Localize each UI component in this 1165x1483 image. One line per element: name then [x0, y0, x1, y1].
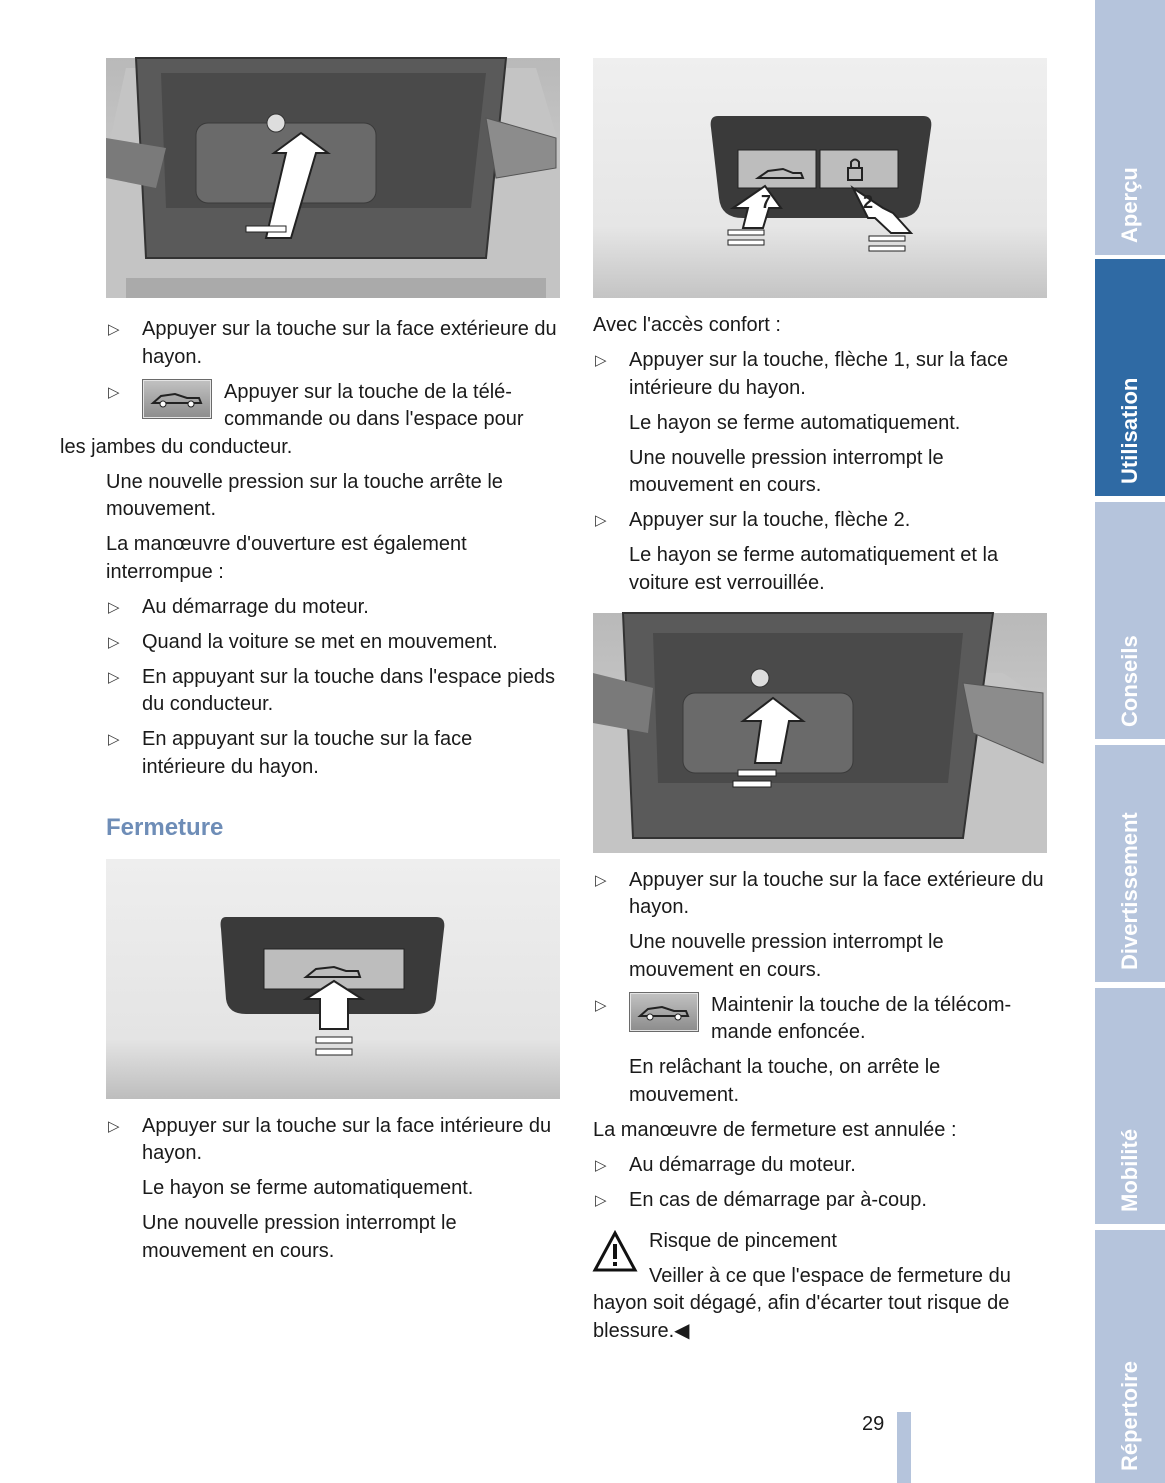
tab-repertoire[interactable]: Répertoire	[1095, 1230, 1165, 1483]
sub-paragraph: Une nouvelle pression interrompt le mouvement en cours.	[629, 446, 944, 496]
tailgate-exterior-figure	[106, 58, 560, 298]
trunk-key-icon	[629, 992, 699, 1032]
chapter-sidebar	[1095, 0, 1165, 1483]
tab-divertissement[interactable]: Divertissement	[1095, 745, 1165, 982]
tab-mobilite[interactable]: Mobilité	[1095, 988, 1165, 1224]
bullet-triangle-icon: ▷	[595, 352, 607, 369]
bullet-triangle-icon: ▷	[108, 731, 120, 748]
tab-conseils[interactable]: Conseils	[1095, 502, 1165, 739]
tailgate-exterior-figure-2	[593, 613, 1047, 853]
bullet-triangle-icon: ▷	[595, 1191, 607, 1209]
list-item: ▷ Appuyer sur la touche sur la face extérieure du hayon.	[108, 318, 557, 368]
bullet-triangle-icon: ▷	[595, 871, 607, 889]
inner-button-figure	[106, 859, 560, 1099]
bullet-triangle-icon: ▷	[108, 668, 120, 686]
bullet-triangle-icon: ▷	[108, 321, 120, 338]
left-column	[60, 58, 560, 1273]
list-item: ▷ En cas de démarrage par à-coup.	[593, 1187, 1047, 1215]
tab-utilisation[interactable]: Utilisation	[1095, 259, 1165, 496]
paragraph: La manœuvre d'ouverture est également interrompue :	[106, 533, 467, 583]
bullet-triangle-icon: ▷	[595, 996, 607, 1014]
list-item: ▷ Appuyer sur la touche de la télé- commande ou dans l'espace pour les jambes du conducteur.	[60, 380, 524, 458]
bullet-triangle-icon: ▷	[595, 512, 607, 529]
warning-text: Veiller à ce que l'espace de fermeture du hayon soit dégagé, afin d'écarter tout risque de blessure.◀	[593, 1264, 1011, 1342]
list-item: ▷ Appuyer sur la touche, flèche 2.	[593, 507, 1047, 535]
list-item: ▷ En appuyant sur la touche sur la face intérieure du hayon.	[108, 728, 473, 778]
figure-label: 2	[863, 192, 874, 212]
warning-box	[593, 1228, 1047, 1346]
paragraph: La manœuvre de fermeture est annulée :	[593, 1118, 957, 1141]
trunk-key-icon	[142, 379, 212, 419]
page-number-bar	[897, 1412, 911, 1483]
sub-paragraph: Une nouvelle pression interrompt le mouvement en cours.	[142, 1212, 457, 1262]
list-item: ▷ Au démarrage du moteur.	[593, 1152, 1047, 1180]
tab-apercu[interactable]: Aperçu	[1095, 0, 1165, 255]
paragraph: Avec l'accès confort :	[593, 314, 781, 336]
comfort-access-buttons-figure	[593, 58, 1047, 298]
bullet-triangle-icon: ▷	[108, 598, 120, 616]
sub-paragraph: En relâchant la touche, on arrête le mouvement.	[629, 1056, 941, 1106]
list-item: ▷ Appuyer sur la touche sur la face extérieure du hayon.	[595, 868, 1044, 918]
right-column	[593, 58, 1047, 1353]
sub-paragraph: Le hayon se ferme automatiquement.	[629, 411, 961, 434]
bullet-triangle-icon: ▷	[108, 1117, 120, 1135]
bullet-triangle-icon: ▷	[108, 383, 120, 401]
figure-label: 7	[761, 192, 772, 212]
sub-paragraph: Le hayon se ferme automatiquement.	[142, 1177, 474, 1199]
list-item: ▷ Appuyer sur la touche, flèche 1, sur la face intérieure du hayon.	[595, 349, 1009, 399]
list-item: ▷ En appuyant sur la touche dans l'espace pieds du conducteur.	[108, 665, 555, 715]
list-item: ▷ Quand la voiture se met en mouvement.	[106, 629, 560, 657]
list-item: ▷ Maintenir la touche de la télécom- mande enfoncée.	[595, 993, 1012, 1043]
page-number: 29	[862, 1413, 885, 1435]
paragraph: Une nouvelle pression sur la touche arrête le mouvement.	[106, 470, 503, 520]
warning-icon	[593, 1230, 637, 1279]
sub-paragraph: Une nouvelle pression interrompt le mouvement en cours.	[629, 931, 944, 981]
bullet-triangle-icon: ▷	[595, 1156, 607, 1174]
list-item: ▷ Au démarrage du moteur.	[106, 594, 560, 622]
list-item: ▷ Appuyer sur la touche sur la face intérieure du hayon.	[108, 1114, 552, 1164]
section-heading: Fermeture	[106, 813, 224, 841]
bullet-triangle-icon: ▷	[108, 633, 120, 651]
warning-title: Risque de pincement	[649, 1229, 837, 1252]
sub-paragraph: Le hayon se ferme automatiquement et la voiture est verrouillée.	[629, 544, 999, 594]
